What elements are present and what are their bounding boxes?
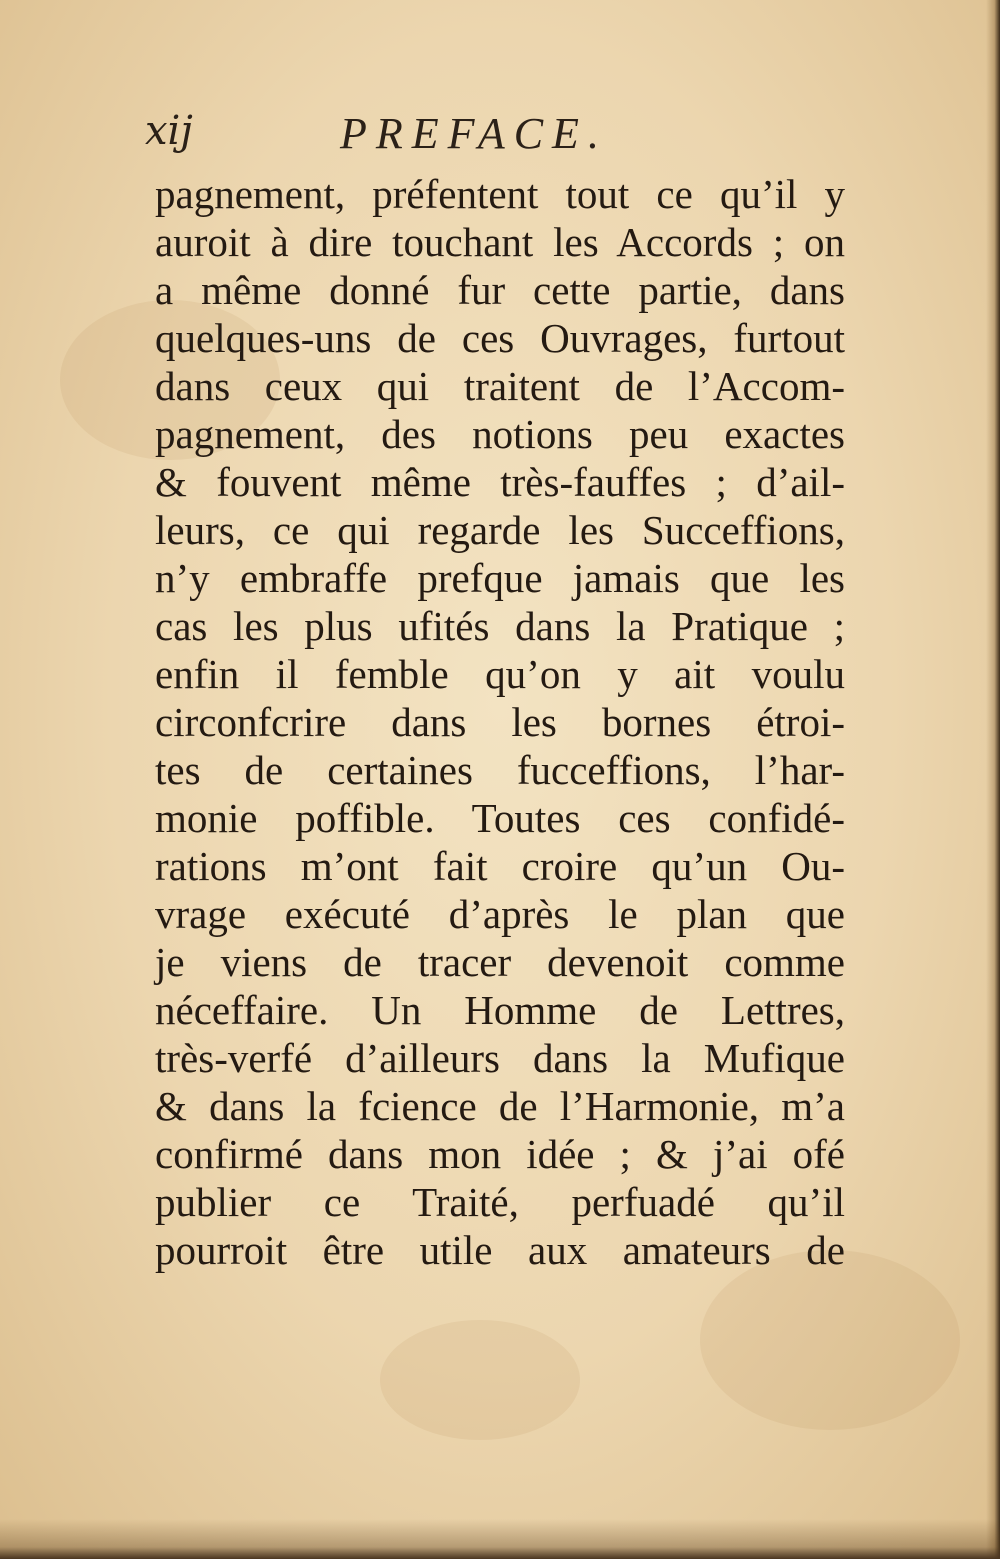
text-line: monie poffible. Toutes ces confidé- (155, 795, 845, 841)
text-line: cas les plus ufités dans la Pratique ; (155, 603, 845, 649)
text-line: confirmé dans mon idée ; & j’ai ofé (155, 1131, 845, 1177)
page-edge-shadow (986, 0, 1000, 1559)
text-line: très-verfé d’ailleurs dans la Mufique (155, 1035, 845, 1081)
text-line: rations m’ont fait croire qu’un Ou- (155, 843, 845, 889)
text-line: leurs, ce qui regarde les Succeffions, (155, 507, 845, 553)
text-line: pagnement, des notions peu exactes (155, 411, 845, 457)
paper-stain (700, 1250, 960, 1430)
text-line: a même donné fur cette partie, dans (155, 267, 845, 313)
text-line: je viens de tracer devenoit comme (155, 939, 845, 985)
paper-stain (380, 1320, 580, 1440)
text-line: dans ceux qui traitent de l’Accom- (155, 363, 845, 409)
text-line: circonfcrire dans les bornes étroi- (155, 699, 845, 745)
text-line: & dans la fcience de l’Harmonie, m’a (155, 1083, 845, 1129)
text-line: néceffaire. Un Homme de Lettres, (155, 987, 845, 1033)
text-line: & fouvent même très-fauffes ; d’ail- (155, 459, 845, 505)
page-edge-shadow (0, 1519, 1000, 1559)
text-line: pourroit être utile aux amateurs de (155, 1227, 845, 1273)
page-header (145, 108, 845, 168)
text-line: tes de certaines fucceffions, l’har- (155, 747, 845, 793)
text-line: enfin il femble qu’on y ait voulu (155, 651, 845, 697)
body-text (155, 170, 845, 1274)
page-number: xij (145, 108, 193, 154)
text-line: auroit à dire touchant les Accords ; on (155, 219, 845, 265)
text-line: pagnement, préfentent tout ce qu’il y (155, 171, 845, 217)
running-title: PREFACE. (340, 109, 608, 158)
text-line: quelques-uns de ces Ouvrages, furtout (155, 315, 845, 361)
text-line: vrage exécuté d’après le plan que (155, 891, 845, 937)
text-line: n’y embraffe prefque jamais que les (155, 555, 845, 601)
text-line: publier ce Traité, perfuadé qu’il (155, 1179, 845, 1225)
